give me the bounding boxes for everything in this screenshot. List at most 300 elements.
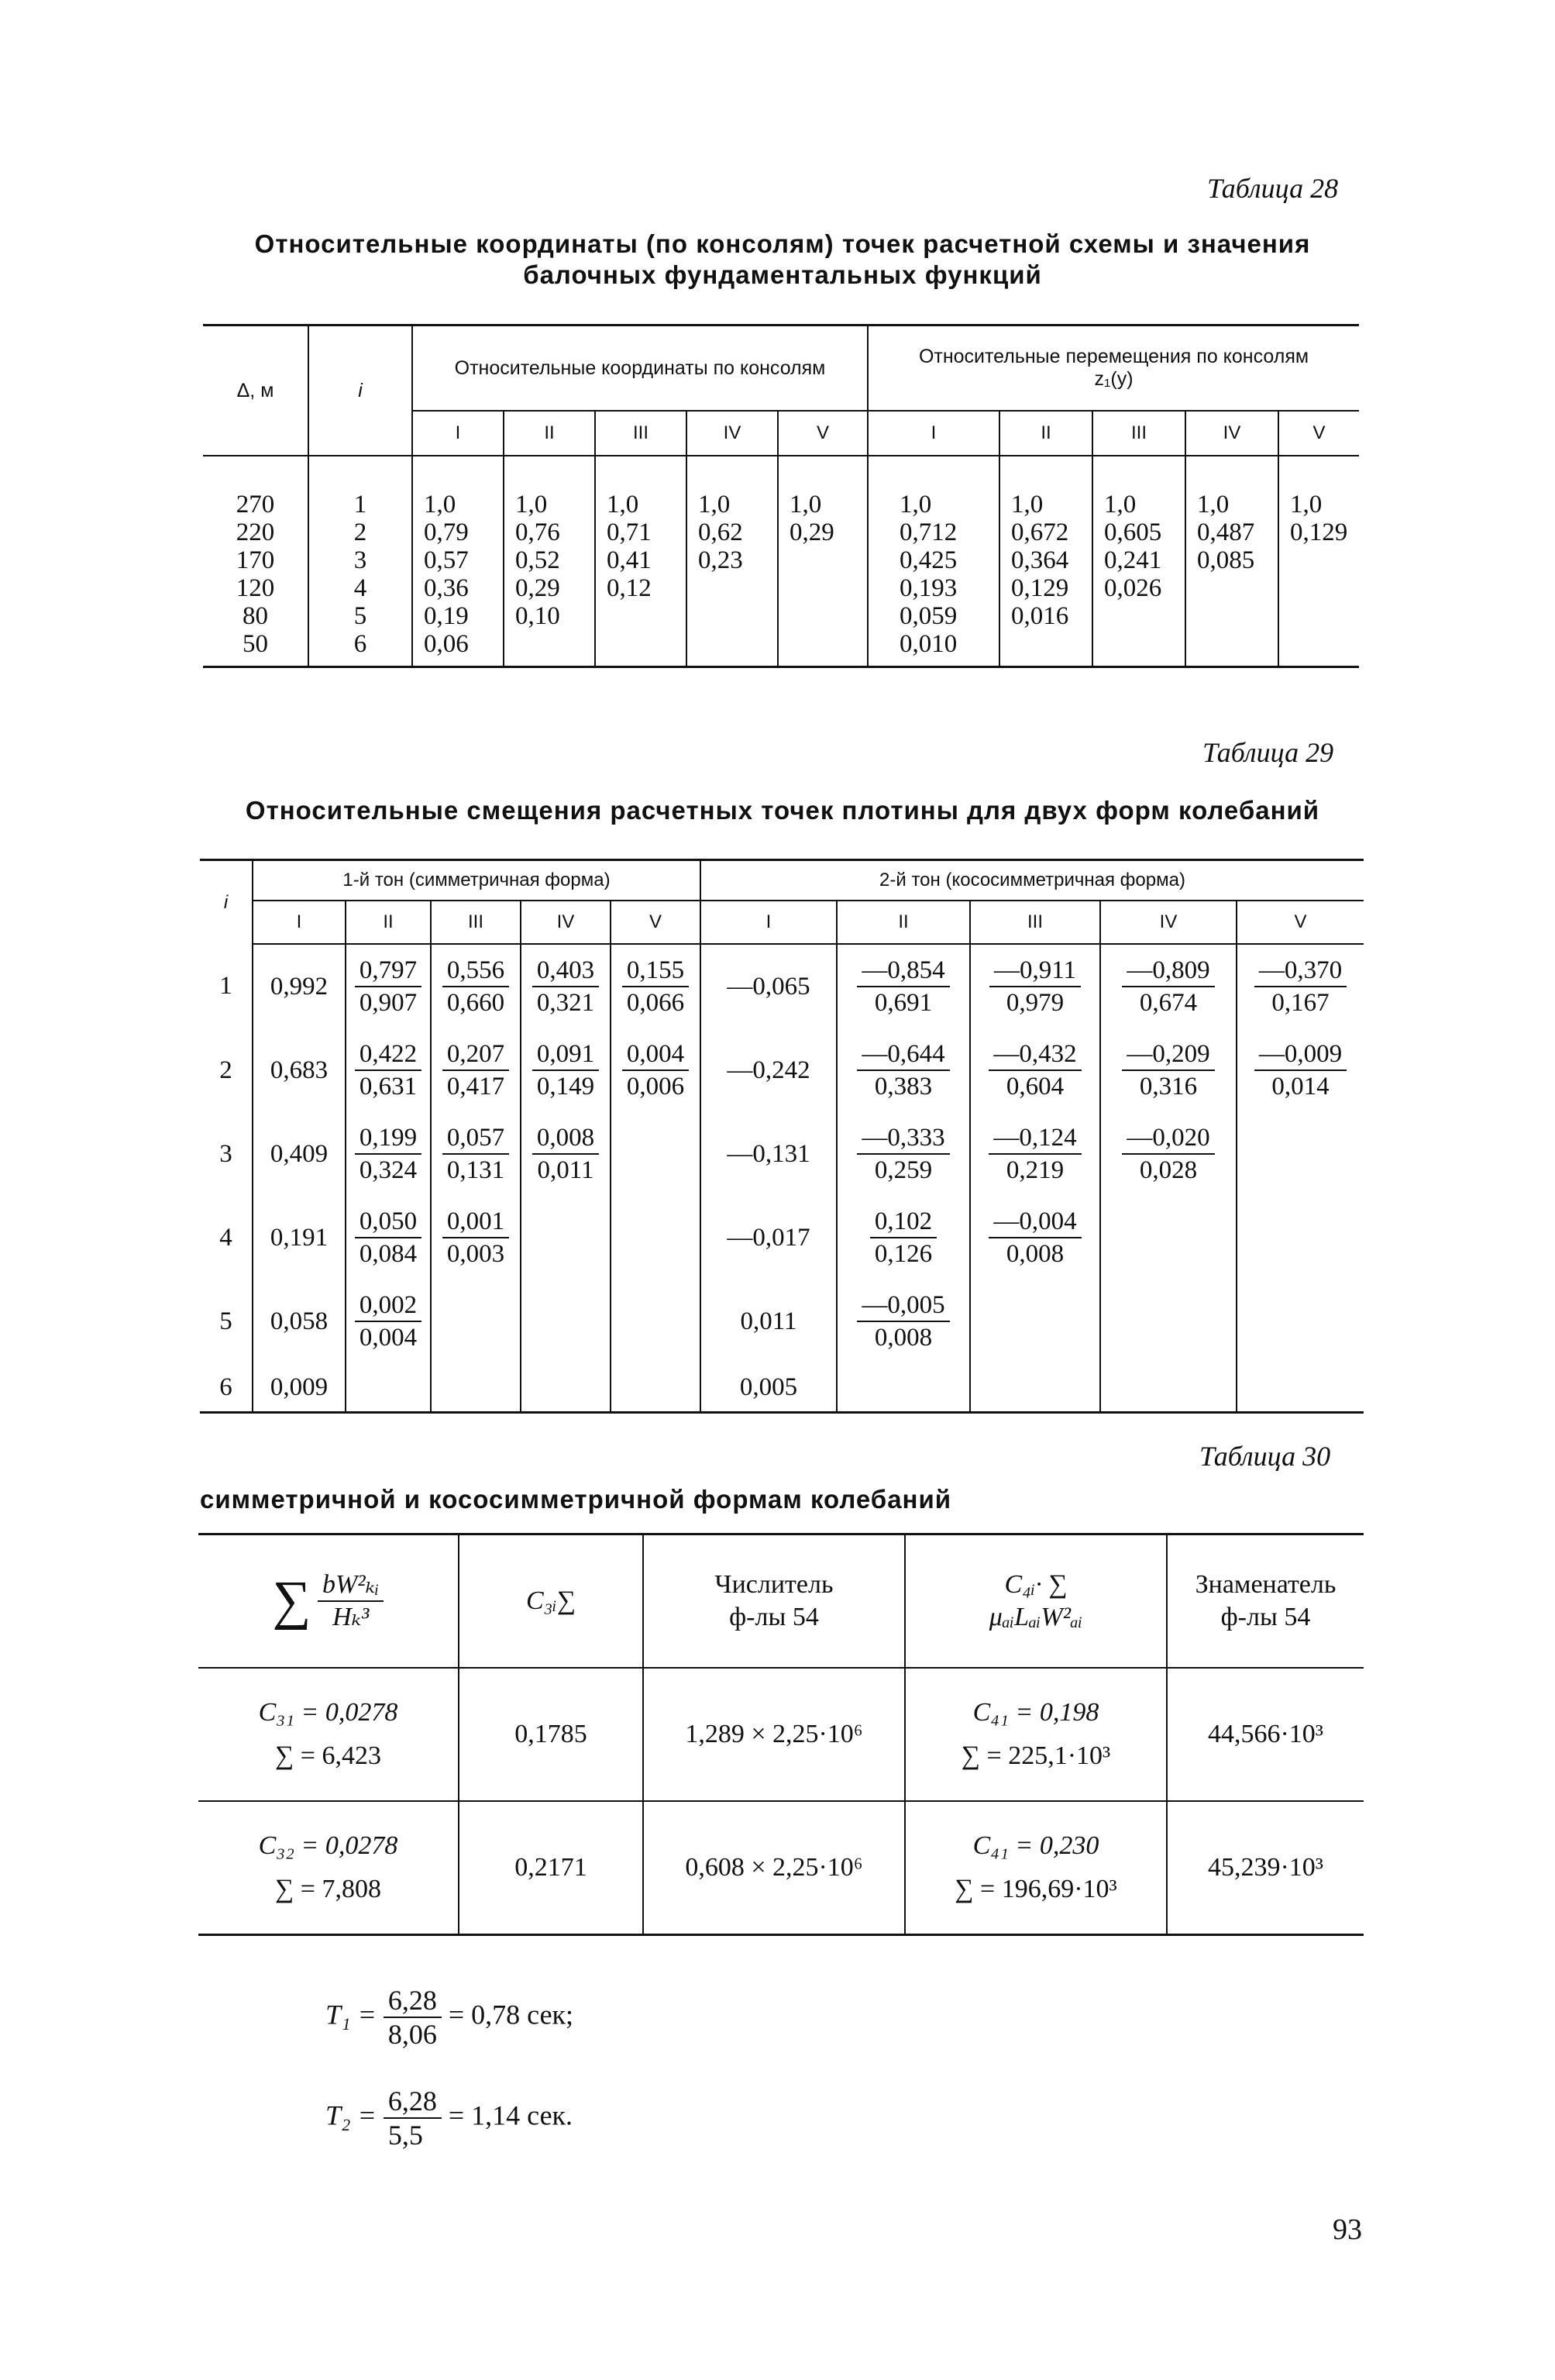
formula-lhs: T₁ =: [325, 1999, 377, 2030]
cell: 0,23: [698, 546, 743, 574]
cell: 0,1785: [459, 1668, 643, 1801]
t30-header-c3sum: C₃ᵢ∑: [459, 1534, 643, 1669]
cell-line: C₄₁ = 0,230: [972, 1831, 1099, 1860]
t29-header-tone1: 1-й тон (симметричная форма): [253, 860, 700, 901]
t30-header-numerator: [643, 1534, 905, 1669]
cell: —0,131: [700, 1112, 837, 1196]
t28-col-disp-1: I: [868, 411, 999, 456]
fraction: [857, 1290, 949, 1353]
cell: 0,364: [1011, 546, 1069, 574]
table-row: [200, 1196, 1364, 1280]
cell: 1,0: [515, 491, 548, 518]
cell: 80: [243, 602, 268, 630]
cell: [970, 1363, 1100, 1413]
denominator: 0,011: [532, 1153, 599, 1186]
t29-col-b-3: III: [970, 901, 1100, 944]
cell: —0,065: [700, 944, 837, 1028]
cell: 0,193: [900, 574, 958, 602]
t28-header-i: [308, 325, 412, 456]
cell: 0,605: [1104, 518, 1162, 546]
cell: 0,12: [607, 574, 652, 602]
cell: 44,566·10³: [1167, 1668, 1364, 1801]
numerator: —0,432: [993, 1040, 1077, 1068]
formula-t2: [325, 2085, 573, 2151]
t29-col-a-4: IV: [521, 901, 611, 944]
cell: 0,19: [424, 602, 469, 630]
cell: 1,0: [424, 491, 456, 518]
t29-col-a-1: I: [253, 901, 346, 944]
numerator: 0,001: [446, 1207, 505, 1235]
cell: [837, 1196, 970, 1280]
t29-header-tone2: 2-й тон (кососимметричная форма): [700, 860, 1364, 901]
cell: 270: [236, 491, 275, 518]
cell: [970, 1280, 1100, 1363]
cell: 5: [219, 1307, 232, 1335]
numerator: —0,209: [1127, 1040, 1210, 1068]
cell: 6: [353, 630, 367, 658]
fraction: [355, 1122, 421, 1186]
t28-col-disp-2: II: [999, 411, 1092, 456]
cell: 2: [219, 1056, 232, 1084]
fraction: [442, 1206, 509, 1269]
cell: [837, 1363, 970, 1413]
cell: 0,62: [698, 518, 743, 546]
cell: —0,242: [700, 1028, 837, 1112]
cell: [837, 1028, 970, 1112]
t30-header-sum: [198, 1534, 459, 1669]
fraction: [442, 1038, 509, 1102]
denominator: 0,149: [532, 1069, 599, 1102]
header-line: C₄ᵢ· ∑: [1004, 1570, 1068, 1599]
formula-rhs: = 1,14 сек.: [448, 2099, 573, 2131]
numerator: —0,333: [862, 1124, 945, 1152]
cell: 0,76: [515, 518, 560, 546]
cell: 0,191: [253, 1196, 346, 1280]
numerator: 0,207: [446, 1040, 505, 1068]
cell: 1,0: [698, 491, 731, 518]
denominator: 0,383: [857, 1069, 949, 1102]
table28-title-line1: Относительные координаты (по консолям) точек расчетной схемы и значения: [254, 229, 1311, 258]
denominator: 0,066: [622, 986, 689, 1018]
numerator: —0,004: [993, 1207, 1077, 1235]
cell: 0,011: [700, 1280, 837, 1363]
fraction: [989, 1206, 1081, 1269]
denominator: 0,604: [989, 1069, 1081, 1102]
denominator: Hₖ³: [318, 1600, 384, 1633]
t28-col-disp-4: IV: [1185, 411, 1278, 456]
cell: 0,2171: [459, 1801, 643, 1935]
cell: [837, 1280, 970, 1363]
cell: [521, 1112, 611, 1196]
fraction: [1122, 1122, 1214, 1186]
cell: [1237, 1363, 1364, 1413]
cell: 0,41: [607, 546, 652, 574]
t29-col-a-5: V: [611, 901, 700, 944]
fraction: [355, 1290, 421, 1353]
t30-header-denominator: [1167, 1534, 1364, 1669]
cell: 0,425: [900, 546, 958, 574]
cell-line: C₃₂ = 0,0278: [258, 1831, 398, 1860]
numerator: —0,809: [1127, 956, 1210, 984]
cell: 0,487: [1197, 518, 1255, 546]
cell: 4: [353, 574, 367, 602]
cell: 1,0: [1197, 491, 1230, 518]
cell: [431, 1196, 521, 1280]
fraction: [857, 1122, 949, 1186]
numerator: —0,020: [1127, 1124, 1210, 1152]
cell: 4: [219, 1223, 232, 1252]
formula-rhs: = 0,78 сек;: [448, 1999, 574, 2030]
cell: 170: [236, 546, 275, 574]
numerator: 0,057: [446, 1124, 505, 1152]
t28-header-coords: Относительные координаты по консолям: [412, 325, 868, 412]
cell: 0,009: [253, 1363, 346, 1413]
cell: [611, 1112, 700, 1196]
numerator: —0,009: [1258, 1040, 1343, 1068]
denominator: 0,004: [355, 1321, 421, 1353]
denominator: 0,691: [857, 986, 949, 1018]
t29-header-i: [200, 860, 253, 945]
cell: [431, 1028, 521, 1112]
cell: [521, 1196, 611, 1280]
cell: 5: [353, 602, 367, 630]
cell: 0,005: [700, 1363, 837, 1413]
t28-coords-II: [504, 456, 595, 667]
cell: [346, 1280, 431, 1363]
denominator: 0,660: [442, 986, 509, 1018]
fraction: [355, 1038, 421, 1102]
numerator: —0,005: [862, 1291, 945, 1319]
t28-col-coord-5: V: [778, 411, 868, 456]
table-row: [200, 944, 1364, 1028]
numerator: 0,199: [359, 1124, 418, 1152]
t29-col-a-2: II: [346, 901, 431, 944]
denominator: 0,219: [989, 1153, 1081, 1186]
numerator: —0,370: [1258, 956, 1343, 984]
numerator: 6,28: [387, 2086, 437, 2117]
cell: 0,79: [424, 518, 469, 546]
numerator: —0,644: [862, 1040, 945, 1068]
table-row: [200, 1280, 1364, 1363]
cell: 1,0: [1011, 491, 1044, 518]
denominator: 0,324: [355, 1153, 421, 1186]
cell: 0,36: [424, 574, 469, 602]
cell: 0,129: [1290, 518, 1348, 546]
table28-caption: Таблица 28: [1207, 173, 1339, 204]
cell: 0,29: [515, 574, 560, 602]
denominator: 0,028: [1122, 1153, 1214, 1186]
cell: 0,059: [900, 602, 958, 630]
cell-line: ∑ = 225,1·10³: [961, 1741, 1111, 1770]
cell: [521, 1363, 611, 1413]
denominator: 0,003: [442, 1237, 509, 1269]
t28-coords-IV: [686, 456, 778, 667]
t28-disp-I: [868, 456, 999, 667]
denominator: 0,084: [355, 1237, 421, 1269]
cell: [431, 1280, 521, 1363]
table-row: [198, 1801, 1364, 1935]
cell: 0,129: [1011, 574, 1069, 602]
formula-lhs: T₂ =: [325, 2099, 377, 2131]
cell: [970, 1112, 1100, 1196]
cell-line: ∑ = 6,423: [275, 1741, 381, 1770]
denominator: 0,167: [1254, 986, 1347, 1018]
numerator: 0,102: [874, 1207, 933, 1235]
cell: [346, 1196, 431, 1280]
t29-col-b-4: IV: [1100, 901, 1237, 944]
cell: [1237, 1028, 1364, 1112]
t28-col-disp-3: III: [1092, 411, 1185, 456]
cell: [611, 1196, 700, 1280]
cell: [1237, 1280, 1364, 1363]
fraction: [532, 1038, 599, 1102]
t28-header-disp: [868, 325, 1359, 412]
cell: [521, 1028, 611, 1112]
cell: [611, 1363, 700, 1413]
table-row: [198, 1668, 1364, 1801]
denominator: 0,907: [355, 986, 421, 1018]
cell: [1100, 1280, 1237, 1363]
t29-col-b-2: II: [837, 901, 970, 944]
t28-coords-V: [778, 456, 868, 667]
denominator: 0,674: [1122, 986, 1214, 1018]
table-row: [200, 1112, 1364, 1196]
t28-delta-column: [203, 456, 308, 667]
fraction: [442, 1122, 509, 1186]
cell: [346, 1028, 431, 1112]
cell-line: C₃₁ = 0,0278: [258, 1698, 398, 1727]
denominator: 0,979: [989, 986, 1081, 1018]
t28-col-coord-2: II: [504, 411, 595, 456]
fraction: [989, 1122, 1081, 1186]
cell: 6: [219, 1373, 232, 1401]
numerator: —0,854: [862, 956, 945, 984]
cell: 0,29: [790, 518, 834, 546]
t28-col-coord-1: I: [412, 411, 504, 456]
fraction: [989, 1038, 1081, 1102]
cell: 1,0: [1290, 491, 1323, 518]
cell-line: C₄₁ = 0,198: [972, 1698, 1099, 1727]
cell-line: ∑ = 196,69·10³: [955, 1875, 1117, 1903]
cell: [431, 1363, 521, 1413]
numerator: 0,403: [536, 956, 595, 984]
table30-caption: Таблица 30: [1199, 1441, 1331, 1472]
cell: 45,239·10³: [1167, 1801, 1364, 1935]
fraction: [1122, 955, 1214, 1018]
cell: [1237, 1112, 1364, 1196]
cell: 1,0: [1104, 491, 1137, 518]
table29-caption: Таблица 29: [1202, 737, 1334, 768]
cell: 0,409: [253, 1112, 346, 1196]
table-row: [200, 1363, 1364, 1413]
header-line: ф-лы 54: [1220, 1603, 1311, 1631]
numerator: 0,050: [359, 1207, 418, 1235]
cell: [970, 944, 1100, 1028]
cell: [521, 1280, 611, 1363]
fraction: [384, 1984, 442, 2051]
cell: [611, 944, 700, 1028]
numerator: bW²ₖᵢ: [322, 1570, 380, 1599]
fraction: [532, 955, 599, 1018]
t29-col-b-1: I: [700, 901, 837, 944]
numerator: —0,124: [993, 1124, 1077, 1152]
table30: [198, 1533, 1364, 1936]
cell: 0,57: [424, 546, 469, 574]
fraction: [857, 1038, 949, 1102]
t29-col-a-3: III: [431, 901, 521, 944]
header-line: μₐᵢLₐᵢW²ₐᵢ: [989, 1603, 1083, 1631]
fraction: [857, 955, 949, 1018]
numerator: 0,008: [536, 1124, 595, 1152]
denominator: 0,631: [355, 1069, 421, 1102]
cell: [1100, 1196, 1237, 1280]
numerator: 0,422: [359, 1040, 418, 1068]
t29-header-i-label: i: [223, 891, 229, 913]
cell: [431, 1112, 521, 1196]
cell: 0,026: [1104, 574, 1162, 602]
table29-title: Относительные смещения расчетных точек плотины для двух форм колебаний: [245, 796, 1320, 825]
numerator: 0,091: [536, 1040, 595, 1068]
cell: 0,672: [1011, 518, 1069, 546]
cell: 0,241: [1104, 546, 1162, 574]
table30-title: симметричной и кососимметричной формам колебаний: [200, 1485, 952, 1514]
table-row: [200, 1028, 1364, 1112]
t28-col-disp-5: V: [1278, 411, 1359, 456]
cell: —0,017: [700, 1196, 837, 1280]
t28-col-coord-3: III: [595, 411, 686, 456]
denominator: 0,321: [532, 986, 599, 1018]
cell: 1,0: [790, 491, 822, 518]
denominator: 0,131: [442, 1153, 509, 1186]
denominator: 8,06: [384, 2017, 442, 2051]
fraction: [1254, 955, 1347, 1018]
cell: 50: [243, 630, 268, 658]
fraction: [442, 955, 509, 1018]
fraction: [989, 955, 1081, 1018]
cell: [837, 1112, 970, 1196]
cell: [1100, 1112, 1237, 1196]
fraction: [1254, 1038, 1347, 1102]
numerator: 6,28: [387, 1985, 437, 2016]
cell: 2: [353, 518, 367, 546]
cell: 0,52: [515, 546, 560, 574]
cell: 0,058: [253, 1280, 346, 1363]
cell: 0,992: [253, 944, 346, 1028]
cell: [970, 1196, 1100, 1280]
cell: [611, 1028, 700, 1112]
t30-header-c4sum: [905, 1534, 1167, 1669]
fraction: [870, 1206, 937, 1269]
cell: 1: [219, 972, 232, 1000]
numerator: 0,002: [359, 1291, 418, 1319]
cell: 1,0: [607, 491, 639, 518]
denominator: 0,316: [1122, 1069, 1214, 1102]
fraction: [318, 1569, 384, 1633]
cell: 0,10: [515, 602, 560, 630]
denominator: 0,014: [1254, 1069, 1347, 1102]
cell: 0,010: [900, 630, 958, 658]
cell: 0,71: [607, 518, 652, 546]
cell: [346, 944, 431, 1028]
fraction: [1122, 1038, 1214, 1102]
fraction: [355, 1206, 421, 1269]
header-line: ф-лы 54: [729, 1603, 819, 1631]
denominator: 0,008: [857, 1321, 949, 1353]
cell: [346, 1363, 431, 1413]
denominator: 0,259: [857, 1153, 949, 1186]
denominator: 0,008: [989, 1237, 1081, 1269]
cell: [198, 1801, 459, 1935]
table28-title-line2: балочных фундаментальных функций: [523, 260, 1042, 289]
denominator: 0,417: [442, 1069, 509, 1102]
numerator: 0,004: [626, 1040, 685, 1068]
table28: [203, 324, 1359, 668]
cell: 0,712: [900, 518, 958, 546]
t28-header-disp-line2: z₁(y): [1094, 368, 1134, 390]
t28-disp-V: [1278, 456, 1359, 667]
cell: 3: [353, 546, 367, 574]
cell: 220: [236, 518, 275, 546]
sigma-icon: ∑: [272, 1571, 311, 1631]
denominator: 0,126: [870, 1237, 937, 1269]
cell: 1: [353, 491, 367, 518]
fraction: [384, 2085, 442, 2151]
fraction: [622, 955, 689, 1018]
table28-title: [155, 229, 1410, 291]
header-line: Знаменатель: [1195, 1570, 1337, 1599]
t28-col-coord-4: IV: [686, 411, 778, 456]
t29-col-b-5: V: [1237, 901, 1364, 944]
t28-header-delta: Δ, м: [236, 379, 274, 401]
numerator: 0,797: [359, 956, 418, 984]
cell: 0,06: [424, 630, 469, 658]
t28-disp-IV: [1185, 456, 1278, 667]
cell: [837, 944, 970, 1028]
cell: [521, 944, 611, 1028]
t28-disp-II: [999, 456, 1092, 667]
cell: 0,016: [1011, 602, 1069, 630]
cell: 0,085: [1197, 546, 1255, 574]
cell: [905, 1668, 1167, 1801]
t28-disp-III: [1092, 456, 1185, 667]
cell: [970, 1028, 1100, 1112]
t28-coords-III: [595, 456, 686, 667]
t28-i-column: [308, 456, 412, 667]
fraction: [355, 955, 421, 1018]
header-line: Числитель: [714, 1570, 834, 1599]
t28-header-i-label: i: [358, 379, 363, 401]
cell: [905, 1801, 1167, 1935]
cell: [1100, 1363, 1237, 1413]
cell: [611, 1280, 700, 1363]
t28-coords-I: [412, 456, 504, 667]
cell: [1100, 944, 1237, 1028]
fraction: [532, 1122, 599, 1186]
cell: [1100, 1028, 1237, 1112]
table29: [200, 859, 1364, 1414]
numerator: 0,155: [626, 956, 685, 984]
cell: [1237, 1196, 1364, 1280]
formula-t1: [325, 1984, 573, 2051]
t28-header-disp-line1: Относительные перемещения по консолям: [918, 346, 1309, 367]
cell-line: ∑ = 7,808: [275, 1875, 381, 1903]
cell: [431, 944, 521, 1028]
cell: 120: [236, 574, 275, 602]
cell: 1,0: [900, 491, 932, 518]
numerator: —0,911: [993, 956, 1077, 984]
denominator: 0,006: [622, 1069, 689, 1102]
numerator: 0,556: [446, 956, 505, 984]
